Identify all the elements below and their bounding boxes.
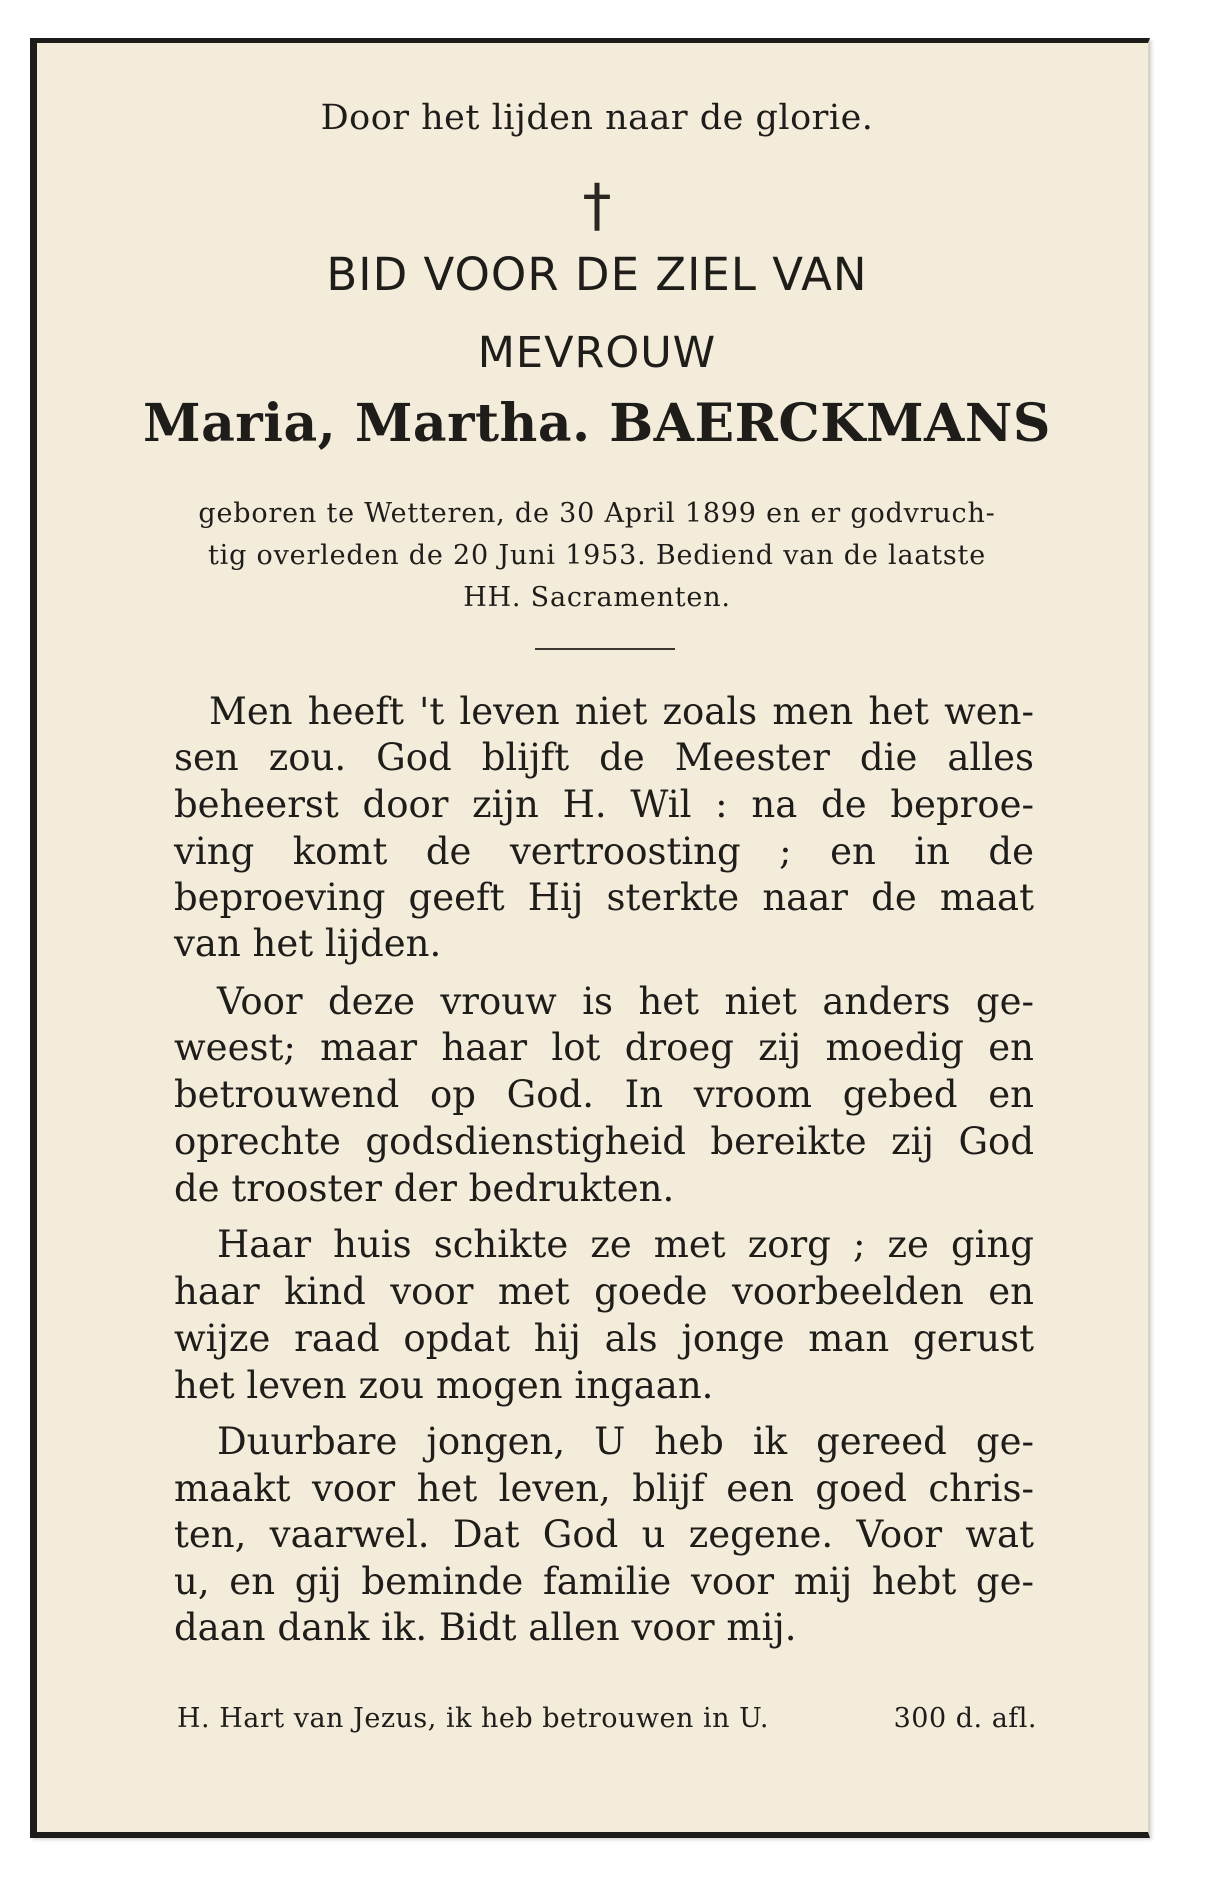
body-line: daan dank ik. Bidt allen voor mij. <box>174 1606 797 1649</box>
body-line: beproeving geeft Hij sterkte naar de maat <box>174 876 1034 919</box>
body-line: beheerst door zijn H. Wil : na de beproe- <box>174 783 1034 826</box>
body-line: maakt voor het leven, blijf een goed chris- <box>174 1467 1034 1510</box>
bio-line: geboren te Wetteren, de 30 April 1899 en er godvruch- <box>198 498 996 529</box>
body-line: weest; maar haar lot droeg zij moedig en <box>174 1026 1034 1069</box>
bio-line: tig overleden de 20 Juni 1953. Bediend van de laatste <box>208 540 986 571</box>
motto: Door het lijden naar de glorie. <box>320 98 874 138</box>
body-line: u, en gij beminde familie voor mij hebt ge- <box>174 1560 1034 1603</box>
memorial-card <box>30 38 1150 1838</box>
deceased-name: Maria, Martha. BAERCKMANS <box>143 393 1051 454</box>
body-line: sen zou. God blijft de Meester die alles <box>174 736 1034 779</box>
footer <box>177 1703 1037 1734</box>
body-line: ving komt de vertroosting ; en in de <box>174 830 1034 873</box>
divider <box>535 648 675 650</box>
body-line: wijze raad opdat hij als jonge man gerust <box>174 1317 1034 1360</box>
body-line: haar kind voor met goede voorbeelden en <box>174 1270 1034 1313</box>
heading-line-1: BID VOOR DE ZIEL VAN <box>326 248 868 301</box>
body-line: het leven zou mogen ingaan. <box>174 1364 714 1407</box>
cross-symbol: † <box>582 171 612 239</box>
body-line: Duurbare jongen, U heb ik gereed ge- <box>217 1420 1034 1463</box>
body-line: Haar huis schikte ze met zorg ; ze ging <box>217 1223 1034 1266</box>
body-line: Voor deze vrouw is het niet anders ge- <box>217 980 1034 1023</box>
body-line: Men heeft 't leven niet zoals men het wen- <box>209 690 1034 733</box>
body-line: betrouwend op God. In vroom gebed en <box>174 1073 1034 1116</box>
bio-line: HH. Sacramenten. <box>463 582 731 613</box>
body-line: oprechte godsdienstigheid bereikte zij God <box>174 1120 1034 1163</box>
body-line: van het lijden. <box>174 922 442 965</box>
body-line: ten, vaarwel. Dat God u zegene. Voor wat <box>174 1513 1034 1556</box>
prayer-text: H. Hart van Jezus, ik heb betrouwen in U. <box>177 1703 769 1734</box>
heading-line-2: MEVROUW <box>477 328 717 378</box>
indulgence-text: 300 d. afl. <box>893 1703 1037 1734</box>
body-line: de trooster der bedrukten. <box>174 1167 675 1210</box>
